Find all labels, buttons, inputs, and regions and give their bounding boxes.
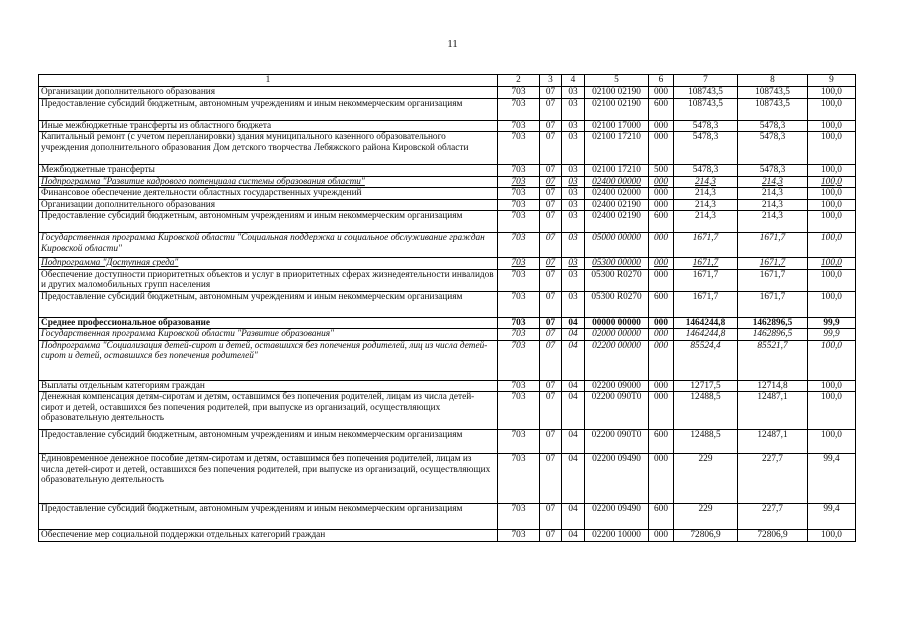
subsection-cell: 03 xyxy=(562,165,585,177)
target-article-cell: 02200 090Т0 xyxy=(585,430,649,454)
subsection-cell: 03 xyxy=(562,98,585,120)
subsection-cell: 04 xyxy=(562,430,585,454)
expense-type-cell: 600 xyxy=(649,504,674,530)
expense-type-cell: 000 xyxy=(649,340,674,380)
target-article-cell: 02100 02190 xyxy=(585,98,649,120)
planned-amount-cell: 5478,3 xyxy=(674,120,738,132)
table-row xyxy=(39,269,856,291)
row-name-cell: Предоставление субсидий бюджетным, автономным учреждениям и иным некоммерческим организациям xyxy=(39,211,498,233)
target-article-cell: 02200 09000 xyxy=(585,380,649,392)
code-admin-cell: 703 xyxy=(498,340,540,380)
percent-cell: 99,9 xyxy=(808,329,856,341)
expense-type-cell: 000 xyxy=(649,120,674,132)
planned-amount-cell: 12488,5 xyxy=(674,392,738,430)
subsection-cell: 03 xyxy=(562,188,585,200)
column-header: 9 xyxy=(808,75,856,87)
code-admin-cell: 703 xyxy=(498,454,540,504)
executed-amount-cell: 72806,9 xyxy=(738,530,808,542)
planned-amount-cell: 1671,7 xyxy=(674,269,738,291)
table-row xyxy=(39,211,856,233)
row-name-cell: Среднее профессиональное образование xyxy=(39,317,498,329)
executed-amount-cell: 1462896,5 xyxy=(738,329,808,341)
section-cell: 07 xyxy=(540,317,562,329)
section-cell: 07 xyxy=(540,530,562,542)
row-name-cell: Государственная программа Кировской области "Развитие образования" xyxy=(39,329,498,341)
expense-type-cell: 000 xyxy=(649,380,674,392)
section-cell: 07 xyxy=(540,291,562,317)
percent-cell: 100,0 xyxy=(808,87,856,99)
code-admin-cell: 703 xyxy=(498,504,540,530)
subsection-cell: 04 xyxy=(562,329,585,341)
executed-amount-cell: 227,7 xyxy=(738,454,808,504)
target-article-cell: 05300 R0270 xyxy=(585,269,649,291)
row-name-cell: Денежная компенсация детям-сиротам и детям, оставшимся без попечения родителей, лицам из числа детей-сирот и детей, оставшихся без попечения родителей, при выпуске из организаций, осуществляющих образовательную деятельность xyxy=(39,392,498,430)
row-name-cell: Подпрограмма "Развитие кадрового потенциала системы образования области" xyxy=(39,176,498,188)
code-admin-cell: 703 xyxy=(498,176,540,188)
row-name-cell: Предоставление субсидий бюджетным, автономным учреждениям и иным некоммерческим организациям xyxy=(39,291,498,317)
percent-cell: 100,0 xyxy=(808,392,856,430)
table-row xyxy=(39,317,856,329)
subsection-cell: 03 xyxy=(562,199,585,211)
table-row xyxy=(39,87,856,99)
percent-cell: 100,0 xyxy=(808,530,856,542)
expense-type-cell: 000 xyxy=(649,269,674,291)
section-cell: 07 xyxy=(540,392,562,430)
planned-amount-cell: 1671,7 xyxy=(674,258,738,270)
section-cell: 07 xyxy=(540,132,562,165)
executed-amount-cell: 12487,1 xyxy=(738,430,808,454)
executed-amount-cell: 1671,7 xyxy=(738,233,808,258)
subsection-cell: 03 xyxy=(562,87,585,99)
percent-cell: 99,4 xyxy=(808,454,856,504)
executed-amount-cell: 108743,5 xyxy=(738,87,808,99)
executed-amount-cell: 214,3 xyxy=(738,188,808,200)
target-article-cell: 02400 02190 xyxy=(585,199,649,211)
section-cell: 07 xyxy=(540,233,562,258)
percent-cell: 100,0 xyxy=(808,211,856,233)
subsection-cell: 04 xyxy=(562,530,585,542)
table-row xyxy=(39,329,856,341)
target-article-cell: 05300 R0270 xyxy=(585,291,649,317)
subsection-cell: 03 xyxy=(562,291,585,317)
table-row xyxy=(39,188,856,200)
expense-type-cell: 600 xyxy=(649,291,674,317)
subsection-cell: 03 xyxy=(562,233,585,258)
percent-cell: 100,0 xyxy=(808,165,856,177)
table-row xyxy=(39,504,856,530)
subsection-cell: 03 xyxy=(562,120,585,132)
subsection-cell: 03 xyxy=(562,132,585,165)
column-header: 1 xyxy=(39,75,498,87)
expense-type-cell: 000 xyxy=(649,233,674,258)
percent-cell: 100,0 xyxy=(808,340,856,380)
row-name-cell: Организации дополнительного образования xyxy=(39,199,498,211)
section-cell: 07 xyxy=(540,454,562,504)
table-row xyxy=(39,98,856,120)
code-admin-cell: 703 xyxy=(498,530,540,542)
expense-type-cell: 000 xyxy=(649,454,674,504)
target-article-cell: 02200 09490 xyxy=(585,504,649,530)
budget-table xyxy=(38,74,856,542)
code-admin-cell: 703 xyxy=(498,87,540,99)
column-header: 4 xyxy=(562,75,585,87)
percent-cell: 100,0 xyxy=(808,258,856,270)
column-header: 5 xyxy=(585,75,649,87)
row-name-cell: Выплаты отдельным категориям граждан xyxy=(39,380,498,392)
executed-amount-cell: 1671,7 xyxy=(738,258,808,270)
section-cell: 07 xyxy=(540,165,562,177)
target-article-cell: 02200 10000 xyxy=(585,530,649,542)
row-name-cell: Подпрограмма "Социализация детей-сирот и детей, оставшихся без попечения родителей, лиц из числа детей-сирот и детей, оставшихся без попечения родителей" xyxy=(39,340,498,380)
section-cell: 07 xyxy=(540,430,562,454)
row-name-cell: Межбюджетные трансферты xyxy=(39,165,498,177)
planned-amount-cell: 1671,7 xyxy=(674,233,738,258)
executed-amount-cell: 1671,7 xyxy=(738,291,808,317)
row-name-cell: Обеспечение мер социальной поддержки отдельных категорий граждан xyxy=(39,530,498,542)
target-article-cell: 02400 00000 xyxy=(585,176,649,188)
expense-type-cell: 500 xyxy=(649,165,674,177)
section-cell: 07 xyxy=(540,120,562,132)
table-row xyxy=(39,291,856,317)
executed-amount-cell: 227,7 xyxy=(738,504,808,530)
row-name-cell: Финансовое обеспечение деятельности областных государственных учреждений xyxy=(39,188,498,200)
percent-cell: 99,9 xyxy=(808,317,856,329)
table-row xyxy=(39,120,856,132)
row-name-cell: Подпрограмма "Доступная среда" xyxy=(39,258,498,270)
code-admin-cell: 703 xyxy=(498,199,540,211)
target-article-cell: 02100 17210 xyxy=(585,165,649,177)
expense-type-cell: 600 xyxy=(649,211,674,233)
section-cell: 07 xyxy=(540,504,562,530)
table-body xyxy=(39,87,856,542)
subsection-cell: 04 xyxy=(562,380,585,392)
planned-amount-cell: 214,3 xyxy=(674,211,738,233)
row-name-cell: Предоставление субсидий бюджетным, автономным учреждениям и иным некоммерческим организациям xyxy=(39,504,498,530)
planned-amount-cell: 5478,3 xyxy=(674,132,738,165)
planned-amount-cell: 214,3 xyxy=(674,188,738,200)
code-admin-cell: 703 xyxy=(498,132,540,165)
subsection-cell: 03 xyxy=(562,269,585,291)
executed-amount-cell: 108743,5 xyxy=(738,98,808,120)
target-article-cell: 05000 00000 xyxy=(585,233,649,258)
section-cell: 07 xyxy=(540,269,562,291)
executed-amount-cell: 1671,7 xyxy=(738,269,808,291)
section-cell: 07 xyxy=(540,188,562,200)
section-cell: 07 xyxy=(540,380,562,392)
table-row xyxy=(39,258,856,270)
row-name-cell: Предоставление субсидий бюджетным, автономным учреждениям и иным некоммерческим организациям xyxy=(39,98,498,120)
target-article-cell: 02200 00000 xyxy=(585,340,649,380)
target-article-cell: 02100 17000 xyxy=(585,120,649,132)
planned-amount-cell: 214,3 xyxy=(674,176,738,188)
expense-type-cell: 000 xyxy=(649,188,674,200)
code-admin-cell: 703 xyxy=(498,269,540,291)
subsection-cell: 04 xyxy=(562,392,585,430)
planned-amount-cell: 12488,5 xyxy=(674,430,738,454)
percent-cell: 99,4 xyxy=(808,504,856,530)
executed-amount-cell: 5478,3 xyxy=(738,132,808,165)
target-article-cell: 02000 00000 xyxy=(585,329,649,341)
percent-cell: 100,0 xyxy=(808,430,856,454)
expense-type-cell: 000 xyxy=(649,258,674,270)
section-cell: 07 xyxy=(540,87,562,99)
table-row xyxy=(39,233,856,258)
target-article-cell: 02400 02190 xyxy=(585,211,649,233)
column-header: 7 xyxy=(674,75,738,87)
table-row xyxy=(39,165,856,177)
section-cell: 07 xyxy=(540,199,562,211)
section-cell: 07 xyxy=(540,98,562,120)
subsection-cell: 04 xyxy=(562,454,585,504)
section-cell: 07 xyxy=(540,211,562,233)
table-row xyxy=(39,454,856,504)
target-article-cell: 02200 090Т0 xyxy=(585,392,649,430)
page-number: 11 xyxy=(447,38,458,50)
expense-type-cell: 000 xyxy=(649,199,674,211)
column-header: 2 xyxy=(498,75,540,87)
table-row xyxy=(39,530,856,542)
percent-cell: 100,0 xyxy=(808,120,856,132)
executed-amount-cell: 214,3 xyxy=(738,176,808,188)
executed-amount-cell: 214,3 xyxy=(738,199,808,211)
expense-type-cell: 000 xyxy=(649,329,674,341)
code-admin-cell: 703 xyxy=(498,380,540,392)
subsection-cell: 04 xyxy=(562,317,585,329)
code-admin-cell: 703 xyxy=(498,188,540,200)
planned-amount-cell: 72806,9 xyxy=(674,530,738,542)
target-article-cell: 05300 00000 xyxy=(585,258,649,270)
table-row xyxy=(39,392,856,430)
expense-type-cell: 000 xyxy=(649,392,674,430)
percent-cell: 100,0 xyxy=(808,98,856,120)
section-cell: 07 xyxy=(540,258,562,270)
code-admin-cell: 703 xyxy=(498,258,540,270)
expense-type-cell: 600 xyxy=(649,98,674,120)
executed-amount-cell: 5478,3 xyxy=(738,165,808,177)
code-admin-cell: 703 xyxy=(498,98,540,120)
percent-cell: 100,0 xyxy=(808,233,856,258)
percent-cell: 100,0 xyxy=(808,132,856,165)
percent-cell: 100,0 xyxy=(808,380,856,392)
code-admin-cell: 703 xyxy=(498,291,540,317)
percent-cell: 100,0 xyxy=(808,176,856,188)
planned-amount-cell: 229 xyxy=(674,454,738,504)
code-admin-cell: 703 xyxy=(498,165,540,177)
section-cell: 07 xyxy=(540,329,562,341)
code-admin-cell: 703 xyxy=(498,329,540,341)
table-row xyxy=(39,132,856,165)
expense-type-cell: 000 xyxy=(649,317,674,329)
table-row xyxy=(39,380,856,392)
percent-cell: 100,0 xyxy=(808,291,856,317)
planned-amount-cell: 229 xyxy=(674,504,738,530)
subsection-cell: 04 xyxy=(562,340,585,380)
subsection-cell: 03 xyxy=(562,211,585,233)
planned-amount-cell: 85524,4 xyxy=(674,340,738,380)
subsection-cell: 04 xyxy=(562,504,585,530)
planned-amount-cell: 1671,7 xyxy=(674,291,738,317)
code-admin-cell: 703 xyxy=(498,211,540,233)
expense-type-cell: 000 xyxy=(649,87,674,99)
code-admin-cell: 703 xyxy=(498,233,540,258)
planned-amount-cell: 214,3 xyxy=(674,199,738,211)
row-name-cell: Единовременное денежное пособие детям-сиротам и детям, оставшимся без попечения родителей, лицам из числа детей-сирот и детей, оставшихся без попечения родителей, при выпуске из организаций, осуществляющих образовательную деятельность xyxy=(39,454,498,504)
executed-amount-cell: 85521,7 xyxy=(738,340,808,380)
target-article-cell: 00000 00000 xyxy=(585,317,649,329)
planned-amount-cell: 12717,5 xyxy=(674,380,738,392)
column-header: 3 xyxy=(540,75,562,87)
row-name-cell: Предоставление субсидий бюджетным, автономным учреждениям и иным некоммерческим организациям xyxy=(39,430,498,454)
percent-cell: 100,0 xyxy=(808,188,856,200)
executed-amount-cell: 12487,1 xyxy=(738,392,808,430)
row-name-cell: Иные межбюджетные трансферты из областного бюджета xyxy=(39,120,498,132)
row-name-cell: Капитальный ремонт (с учетом перепланировки) здания муниципального казенного образовательного учреждения дополнительного образования Дом детского творчества Лебяжского района Кировской области xyxy=(39,132,498,165)
executed-amount-cell: 214,3 xyxy=(738,211,808,233)
planned-amount-cell: 5478,3 xyxy=(674,165,738,177)
table-row xyxy=(39,176,856,188)
row-name-cell: Организации дополнительного образования xyxy=(39,87,498,99)
expense-type-cell: 000 xyxy=(649,176,674,188)
executed-amount-cell: 12714,8 xyxy=(738,380,808,392)
section-cell: 07 xyxy=(540,340,562,380)
target-article-cell: 02100 17210 xyxy=(585,132,649,165)
executed-amount-cell: 5478,3 xyxy=(738,120,808,132)
table-row xyxy=(39,430,856,454)
expense-type-cell: 000 xyxy=(649,530,674,542)
planned-amount-cell: 108743,5 xyxy=(674,87,738,99)
code-admin-cell: 703 xyxy=(498,392,540,430)
header-row xyxy=(39,75,856,87)
table-row xyxy=(39,199,856,211)
percent-cell: 100,0 xyxy=(808,269,856,291)
planned-amount-cell: 1464244,8 xyxy=(674,329,738,341)
code-admin-cell: 703 xyxy=(498,430,540,454)
column-header: 8 xyxy=(738,75,808,87)
expense-type-cell: 600 xyxy=(649,430,674,454)
planned-amount-cell: 1464244,8 xyxy=(674,317,738,329)
expense-type-cell: 000 xyxy=(649,132,674,165)
executed-amount-cell: 1462896,5 xyxy=(738,317,808,329)
target-article-cell: 02100 02190 xyxy=(585,87,649,99)
code-admin-cell: 703 xyxy=(498,120,540,132)
section-cell: 07 xyxy=(540,176,562,188)
column-header: 6 xyxy=(649,75,674,87)
code-admin-cell: 703 xyxy=(498,317,540,329)
row-name-cell: Обеспечение доступности приоритетных объектов и услуг в приоритетных сферах жизнедеятельности инвалидов и других маломобильных групп населения xyxy=(39,269,498,291)
subsection-cell: 03 xyxy=(562,258,585,270)
row-name-cell: Государственная программа Кировской области "Социальная поддержка и социальное обслуживание граждан Кировской области" xyxy=(39,233,498,258)
target-article-cell: 02200 09490 xyxy=(585,454,649,504)
percent-cell: 100,0 xyxy=(808,199,856,211)
planned-amount-cell: 108743,5 xyxy=(674,98,738,120)
table-row xyxy=(39,340,856,380)
target-article-cell: 02400 02000 xyxy=(585,188,649,200)
subsection-cell: 03 xyxy=(562,176,585,188)
